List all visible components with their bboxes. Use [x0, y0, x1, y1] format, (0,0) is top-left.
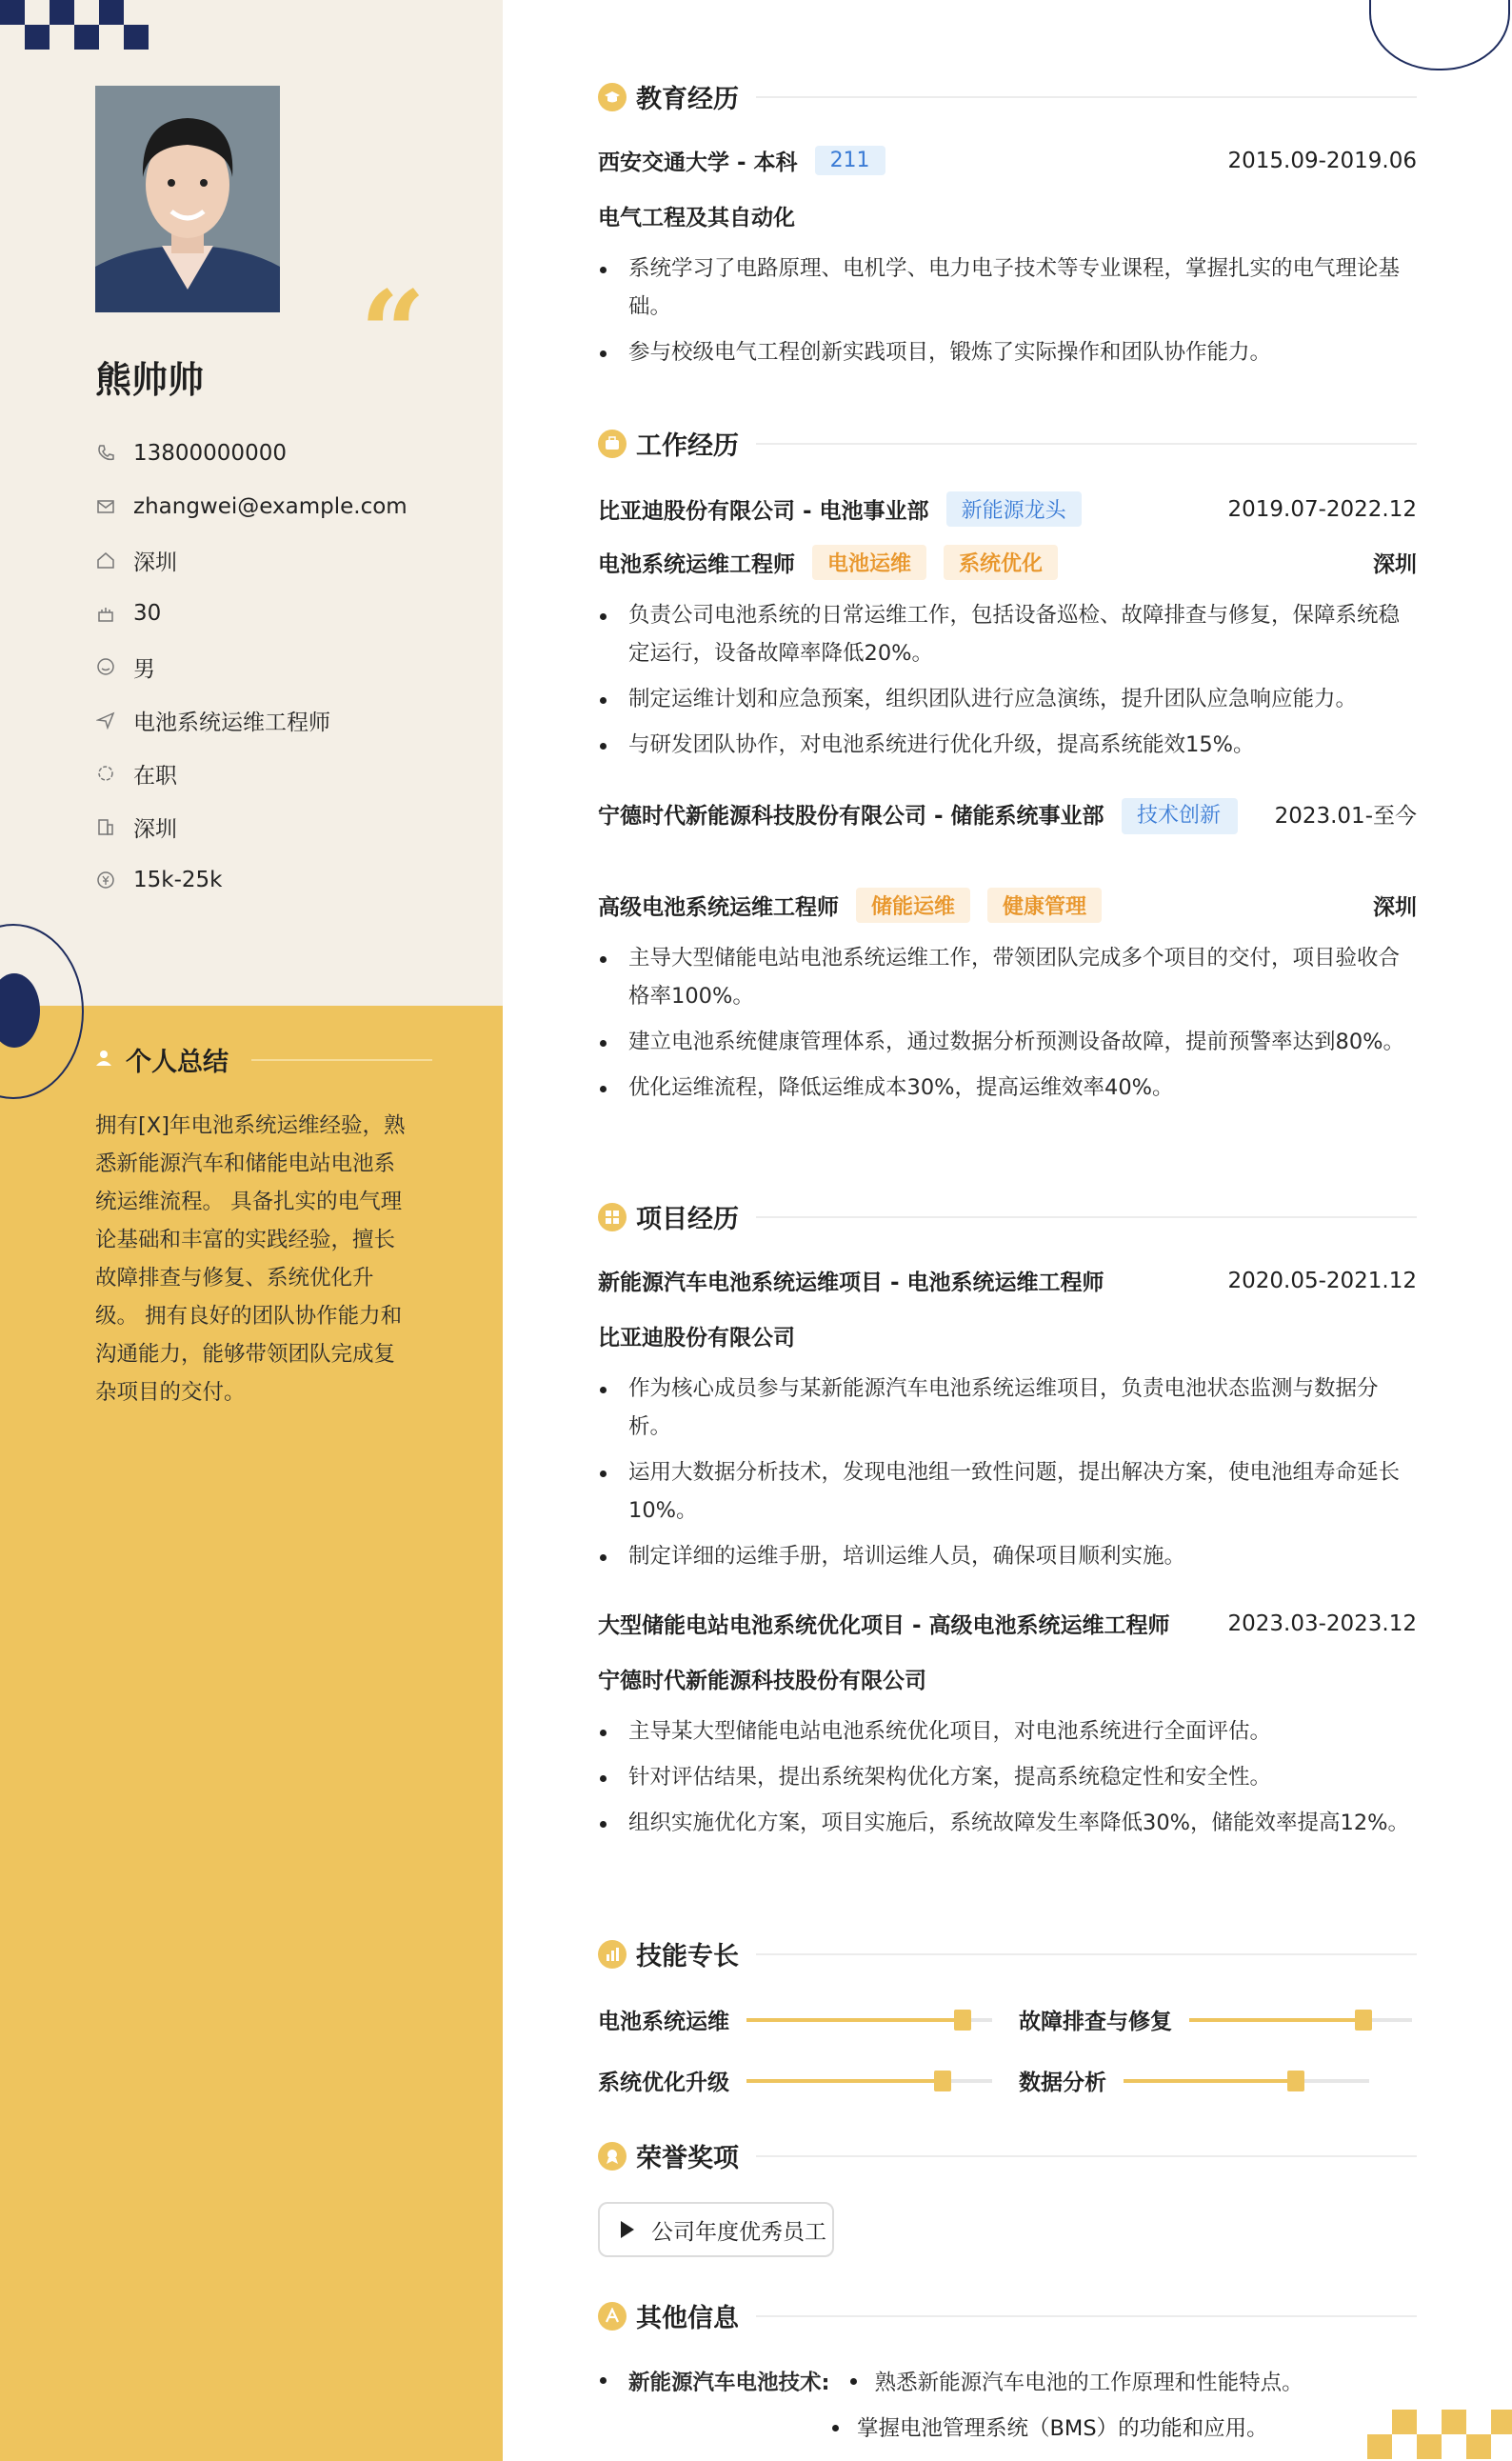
education-header: [598, 78, 1417, 115]
skill-name: 电池系统运维: [598, 2010, 729, 2034]
info-icon: [598, 2302, 627, 2331]
job-1-role-row: [598, 545, 1417, 580]
skill-knob: [1287, 2071, 1304, 2091]
job-2-role: 高级电池系统运维工程师: [598, 895, 839, 920]
phone-icon: [95, 443, 116, 464]
info-city: [95, 800, 408, 853]
other-value-text: 掌握电池管理系统（BMS）的功能和应用。: [857, 2416, 1268, 2441]
project-2-company: 宁德时代新能源科技股份有限公司: [598, 1669, 926, 1693]
info-phone: [95, 427, 408, 480]
list-item: 系统学习了电路原理、电机学、电力电子技术等专业课程，掌握扎实的电气理论基础。: [598, 250, 1417, 326]
list-item: [598, 2406, 1417, 2451]
skills-divider: [756, 1953, 1417, 1955]
summary-header: [95, 1041, 432, 1078]
job-2-role-row: [598, 888, 1417, 923]
list-item: 针对评估结果，提出系统架构优化方案，提高系统稳定性和安全性。: [598, 1758, 1417, 1796]
info-status: [95, 747, 408, 800]
summary-divider: [251, 1059, 432, 1061]
skill-name: 数据分析: [1019, 2071, 1106, 2095]
info-city-value: 深圳: [133, 816, 177, 842]
projects-header: [598, 1198, 1417, 1235]
avatar: [95, 86, 280, 312]
other-value: [850, 2371, 1303, 2395]
briefcase-icon: [598, 430, 627, 458]
job-1-city: 深圳: [1373, 552, 1417, 577]
award-item[interactable]: [598, 2202, 834, 2257]
job-1-company: 比亚迪股份有限公司 - 电池事业部: [598, 499, 929, 524]
project-2-bullets: [598, 1712, 1417, 1850]
other-header: [598, 2297, 1417, 2334]
info-age: [95, 587, 408, 640]
skill-item: [598, 2065, 992, 2096]
award-label: 公司年度优秀员工: [651, 2219, 826, 2245]
info-email-value: zhangwei@example.com: [133, 494, 408, 519]
info-salary-value: 15k-25k: [133, 868, 223, 892]
project-1-name: 新能源汽车电池系统运维项目 - 电池系统运维工程师: [598, 1271, 1104, 1295]
skill-bar: [1189, 2018, 1412, 2022]
grid-icon: [598, 1203, 627, 1231]
other-info: [598, 2360, 1417, 2451]
job-1-date: 2019.07-2022.12: [1227, 496, 1417, 522]
skill-knob: [954, 2010, 971, 2031]
quote-mark: “: [360, 266, 427, 400]
list-item: 主导大型储能电站电池系统运维工作，带领团队完成多个项目的交付，项目验收合格率100%。: [598, 939, 1417, 1015]
project-1-bullets: [598, 1370, 1417, 1583]
major: 电气工程及其自动化: [598, 206, 795, 230]
job-2-company: 宁德时代新能源科技股份有限公司 - 储能系统事业部: [598, 804, 1104, 829]
contact-info-list: [95, 427, 408, 907]
gender-icon: [95, 656, 116, 677]
work-divider: [756, 443, 1417, 445]
skill-name: 系统优化升级: [598, 2071, 729, 2095]
job-2-skill-tag: 储能运维: [856, 888, 970, 923]
list-item: 与研发团队协作，对电池系统进行优化升级，提高系统能效15%。: [598, 726, 1417, 764]
chart-icon: [598, 1940, 627, 1969]
job-icon: [95, 710, 116, 730]
education-bullets: [598, 250, 1417, 379]
other-divider: [756, 2315, 1417, 2317]
circle-decoration-top-right: [1369, 0, 1510, 70]
list-item: 作为核心成员参与某新能源汽车电池系统运维项目，负责电池状态监测与数据分析。: [598, 1370, 1417, 1446]
awards-title: 荣誉奖项: [636, 2144, 739, 2173]
awards-header: [598, 2137, 1417, 2174]
awards-divider: [756, 2155, 1417, 2157]
salary-icon: [95, 870, 116, 890]
project-1-company: 比亚迪股份有限公司: [598, 1326, 795, 1351]
status-icon: [95, 763, 116, 784]
info-email: [95, 480, 408, 533]
skill-item: [1019, 2004, 1412, 2035]
info-job-value: 电池系统运维工程师: [133, 710, 330, 735]
list-item: 负责公司电池系统的日常运维工作，包括设备巡检、故障排查与修复，保障系统稳定运行，设备故障率降低20%。: [598, 596, 1417, 672]
project-2-date: 2023.03-2023.12: [1227, 1611, 1417, 1636]
summary-text: 拥有[X]年电池系统运维经验，熟悉新能源汽车和储能电站电池系统运维流程。 具备扎实的电气理论基础和丰富的实践经验，擅长故障排查与修复、系统优化升级。 拥有良好的团队协作能力和沟通能力，能够带领团队完成复杂项目的交付。: [95, 1113, 406, 1405]
job-1-tag: 新能源龙头: [946, 491, 1082, 527]
project-2-name: 大型储能电站电池系统优化项目 - 高级电池系统运维工程师: [598, 1613, 1170, 1638]
school-tag: 211: [815, 146, 885, 175]
info-salary: [95, 853, 408, 907]
skills-title: 技能专长: [636, 1942, 739, 1971]
skill-bar: [746, 2079, 992, 2083]
work-title: 工作经历: [636, 431, 739, 461]
info-gender: [95, 640, 408, 693]
info-gender-value: 男: [133, 656, 155, 682]
play-icon: [621, 2221, 634, 2238]
person-name: 熊帅帅: [95, 359, 205, 401]
person-icon: [95, 1050, 112, 1070]
city-icon: [95, 816, 116, 837]
job-2-skill-tag: 健康管理: [987, 888, 1102, 923]
job-1-skill-tag: 电池运维: [812, 545, 926, 580]
list-item: 组织实施优化方案，项目实施后，系统故障发生率降低30%，储能效率提高12%。: [598, 1804, 1417, 1842]
other-key: 新能源汽车电池技术:: [628, 2371, 830, 2395]
graduation-cap-icon: [598, 83, 627, 111]
age-icon: [95, 603, 116, 624]
list-item: 建立电池系统健康管理体系，通过数据分析预测设备故障，提前预警率达到80%。: [598, 1023, 1417, 1061]
school-name: 西安交通大学 - 本科: [598, 150, 798, 175]
projects-title: 项目经历: [636, 1205, 739, 1234]
home-icon: [95, 550, 116, 570]
other-title: 其他信息: [636, 2304, 739, 2333]
list-item: 制定运维计划和应急预案，组织团队进行应急演练，提升团队应急响应能力。: [598, 680, 1417, 718]
info-home-value: 深圳: [133, 550, 177, 575]
project-1-row: [598, 1265, 1417, 1296]
education-title: 教育经历: [636, 85, 739, 114]
education-date: 2015.09-2019.06: [1227, 148, 1417, 173]
education-divider: [756, 96, 1417, 98]
skills-header: [598, 1935, 1417, 1972]
project-1-date: 2020.05-2021.12: [1227, 1268, 1417, 1293]
job-1-role: 电池系统运维工程师: [598, 552, 795, 577]
project-1-company-row: [598, 1320, 1417, 1351]
other-value-text: 熟悉新能源汽车电池的工作原理和性能特点。: [874, 2371, 1303, 2395]
list-item: 参与校级电气工程创新实践项目，锻炼了实际操作和团队协作能力。: [598, 333, 1417, 371]
job-2-date: 2023.01-至今: [1274, 804, 1417, 829]
list-item: [598, 2360, 1417, 2406]
list-item: 优化运维流程，降低运维成本30%，提高运维效率40%。: [598, 1069, 1417, 1107]
list-item: 运用大数据分析技术，发现电池组一致性问题，提出解决方案，使电池组寿命延长10%。: [598, 1453, 1417, 1530]
skill-bar: [1124, 2079, 1369, 2083]
skill-knob: [934, 2071, 951, 2091]
education-row: [598, 145, 1417, 176]
job-1-row: [598, 491, 1417, 527]
skill-knob: [1355, 2010, 1372, 2031]
job-2-city: 深圳: [1373, 895, 1417, 920]
job-2-row: [598, 798, 1417, 834]
work-header: [598, 425, 1417, 462]
major-row: [598, 200, 1417, 231]
project-2-company-row: [598, 1663, 1417, 1694]
job-2-tag: 技术创新: [1122, 798, 1238, 834]
summary-title: 个人总结: [126, 1048, 229, 1077]
list-item: 制定详细的运维手册，培训运维人员，确保项目顺利实施。: [598, 1537, 1417, 1575]
info-phone-value: 13800000000: [133, 441, 287, 466]
info-age-value: 30: [133, 601, 162, 626]
project-2-row: [598, 1608, 1417, 1639]
skill-item: [1019, 2065, 1369, 2096]
job-1-skill-tag: 系统优化: [944, 545, 1058, 580]
info-home: [95, 533, 408, 587]
info-job: [95, 693, 408, 747]
skill-name: 故障排查与修复: [1019, 2010, 1172, 2034]
award-icon: [598, 2142, 627, 2171]
job-1-bullets: [598, 596, 1417, 771]
projects-divider: [756, 1216, 1417, 1218]
mail-icon: [95, 496, 116, 517]
info-status-value: 在职: [133, 763, 177, 789]
skill-bar: [746, 2018, 992, 2022]
list-item: 主导某大型储能电站电池系统优化项目，对电池系统进行全面评估。: [598, 1712, 1417, 1751]
skill-item: [598, 2004, 992, 2035]
job-2-bullets: [598, 939, 1417, 1114]
